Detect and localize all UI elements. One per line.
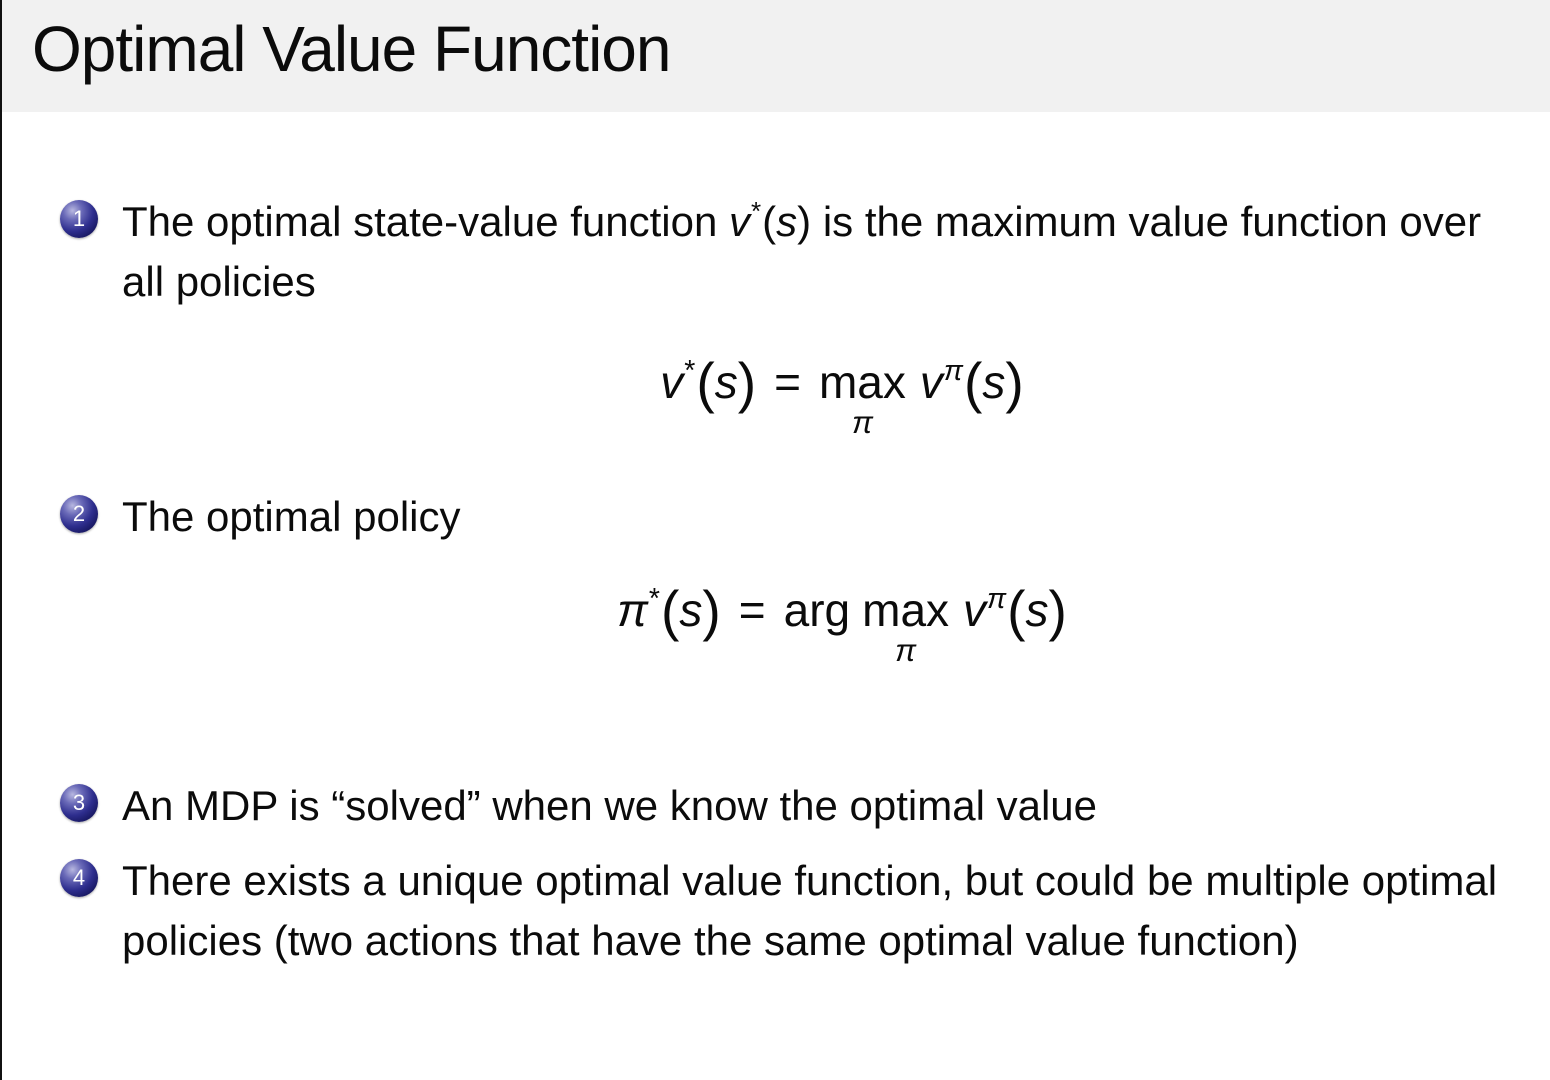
equals-sign: = [738, 584, 766, 637]
math-lhs-sup: * [648, 583, 660, 616]
bullet-1-text-post: is the maximum value function over all policies [122, 198, 1482, 306]
bullet-number-badge-1: 1 [60, 200, 98, 238]
pi-subscript: π [895, 633, 917, 669]
bullet-1-text-pre: The optimal state-value function [122, 198, 718, 245]
math-rhs-sup: π [987, 583, 1007, 616]
bullet-item-1 [60, 192, 1540, 312]
slide-title-bar [2, 0, 1550, 112]
bullet-number-badge-3: 3 [60, 784, 98, 822]
math-lhs-sup: * [684, 355, 696, 388]
inline-math-v-star-s: v*(s) [729, 195, 812, 245]
bullet-text-1 [122, 192, 1534, 312]
equals-sign: = [774, 356, 801, 409]
math-rhs-var: v [963, 584, 987, 637]
math-lhs-var: π [617, 584, 648, 637]
formula-optimal-value: v*(s) = max π $v^\pi(s)$ [660, 352, 1024, 441]
bullet-text-2: The optimal policy [122, 493, 461, 540]
arg-word: arg [783, 584, 851, 637]
math-rhs-var: v [919, 356, 943, 409]
max-operator-stack: max π [862, 584, 950, 669]
math-lhs-var: v [660, 356, 684, 409]
formula-optimal-policy: π*(s) = arg max π $v^\pi(s)$ [617, 580, 1067, 669]
slide-title: Optimal Value Function [32, 13, 671, 85]
math-rhs-sup: π [943, 355, 963, 388]
bullet-number-badge-4: 4 [60, 859, 98, 897]
bullet-text-4: There exists a unique optimal value function, but could be multiple optimal policies (two actions that have the same optimal value function) [122, 857, 1498, 965]
bullet-text-3: An MDP is “solved” when we know the optimal value [122, 782, 1098, 829]
max-operator-stack: max π [818, 356, 906, 441]
bullet-item-4 [60, 851, 1540, 971]
bullet-item-3 [60, 776, 1540, 836]
bullet-number-badge-2: 2 [60, 495, 98, 533]
pi-subscript: π [851, 405, 873, 441]
bullet-item-2 [60, 487, 1540, 547]
